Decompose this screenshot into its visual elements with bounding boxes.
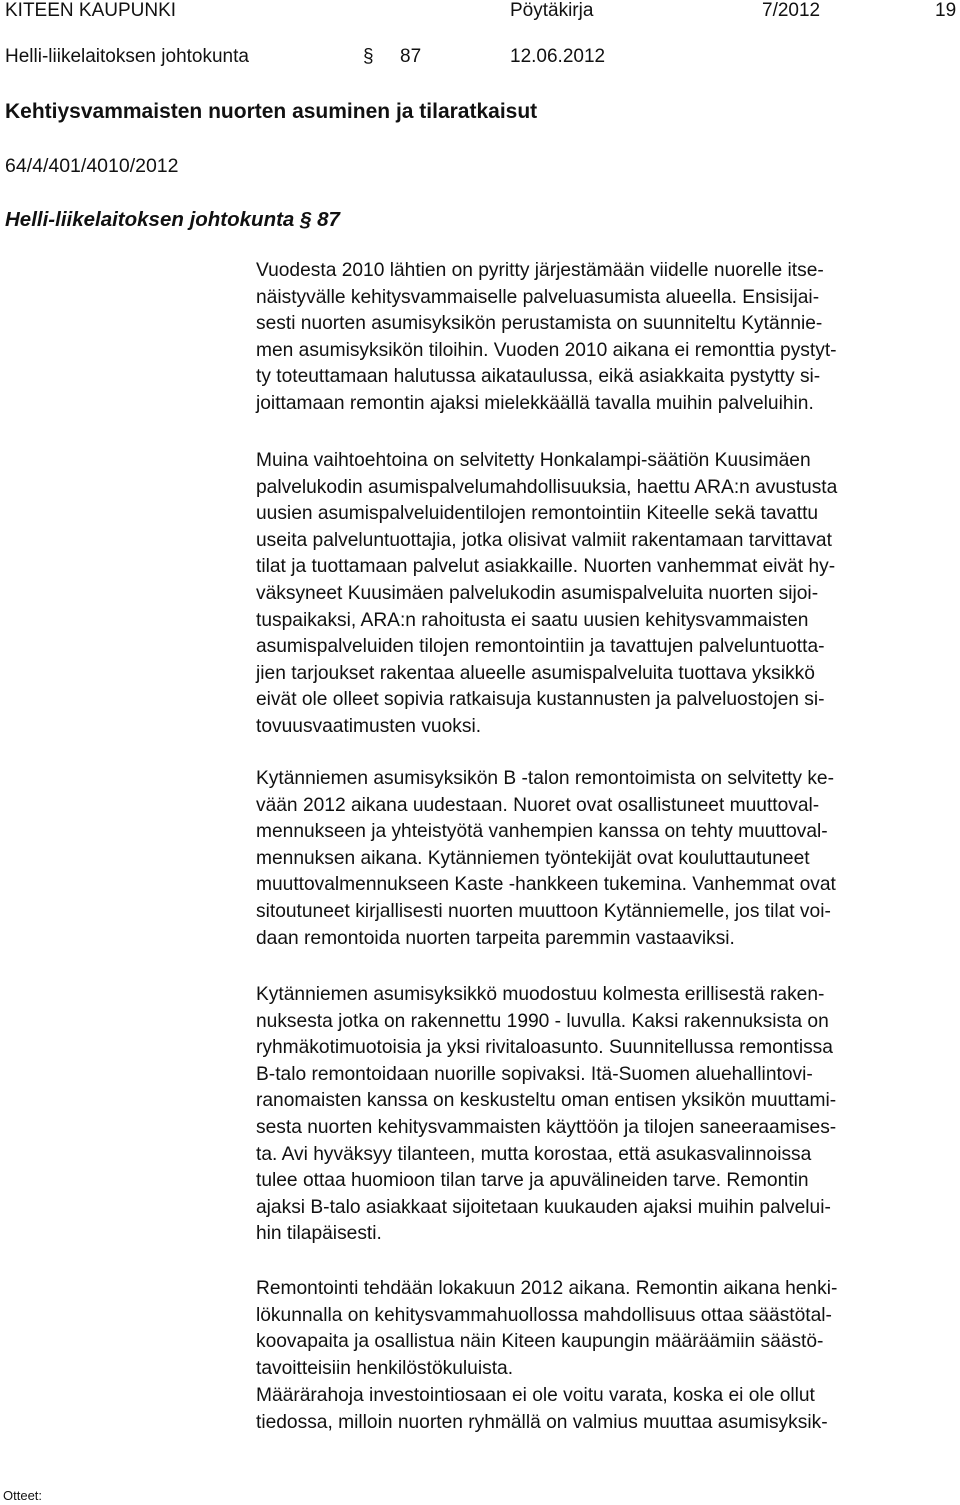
paragraph-line: men asumisyksikön tiloihin. Vuoden 2010 aikana ei remonttia pystyt- (256, 339, 837, 361)
body-paragraph-4 (256, 982, 956, 1248)
paragraph-line: Kytänniemen asumisyksikön B -talon remontoimista on selvitetty ke- (256, 768, 834, 789)
paragraph-line: vään 2012 aikana uudestaan. Nuoret ovat osallistuneet muuttoval- (256, 794, 820, 816)
paragraph-line: väksyneet Kuusimäen palvelukodin asumispalveluita nuorten sijoi- (256, 582, 819, 604)
paragraph-line: sesta nuorten kehitysvammaisten käyttöön ja tilojen saneeraamises- (256, 1116, 837, 1138)
paragraph-line: tuspaikaksi, ARA:n rahoitusta ei saatu uusien kehitysvammaisten (256, 609, 809, 631)
paragraph-line: ajaksi B-talo asiakkaat sijoitetaan kuukauden ajaksi muihin palvelui- (256, 1196, 831, 1218)
paragraph-line: ryhmäkotimuotoisia ja yksi rivitaloasunto. Suunnitellussa remontissa (256, 1037, 833, 1059)
paragraph-line: Määrärahoja investointiosaan ei ole voitu varata, koska ei ole ollut (256, 1385, 815, 1406)
paragraph-line: ty toteuttamaan halutussa aikataulussa, eikä asiakkaita pystytty si- (256, 366, 821, 388)
board-name: Helli-liikelaitoksen johtokunta (5, 46, 249, 67)
meeting-date: 12.06.2012 (510, 46, 606, 67)
paragraph-line: tiedossa, milloin nuorten ryhmällä on valmius muuttaa asumisyksik- (256, 1411, 828, 1433)
paragraph-line: mennuksen aikana. Kytänniemen työntekijät ovat kouluttautuneet (256, 847, 810, 869)
paragraph-line: hin tilapäisesti. (256, 1223, 382, 1245)
body-paragraph-3 (256, 766, 956, 952)
document-type: Pöytäkirja (510, 0, 594, 21)
section-sign: § (363, 46, 374, 67)
page-title: Kehtiysvammaisten nuorten asuminen ja tilaratkaisut (5, 100, 538, 123)
paragraph-line: mennukseen ja yhteistyötä vanhempien kanssa on tehty muuttoval- (256, 821, 828, 843)
section-heading: Helli-liikelaitoksen johtokunta § 87 (5, 208, 340, 231)
paragraph-line: ta. Avi hyväksyy tilanteen, mutta korostaa, että asukasvalinnoissa (256, 1143, 812, 1165)
paragraph-line: eivät ole olleet sopivia ratkaisuja kustannusten ja palveluostojen si- (256, 689, 825, 711)
paragraph-line: B-talo remontoidaan nuorille sopivaksi. Itä-Suomen aluehallintovi- (256, 1063, 813, 1085)
paragraph-line: nuksesta jotka on rakennettu 1990 - luvulla. Kaksi rakennuksista on (256, 1010, 829, 1032)
document-number: 7/2012 (762, 0, 821, 21)
paragraph-line: koovapaita ja osallistua näin Kiteen kaupungin määräämiin säästö- (256, 1331, 824, 1353)
paragraph-line: sesti nuorten asumisyksikön perustamista on suunniteltu Kytännie- (256, 313, 823, 335)
paragraph-line: tulee ottaa huomioon tilan tarve ja apuvälineiden tarve. Remontin (256, 1170, 809, 1192)
paragraph-line: useita palveluntuottajia, jotka olisivat valmiit rakentamaan tarvittavat (256, 529, 832, 551)
body-paragraph-1 (256, 258, 956, 418)
paragraph-line: asumispalveluiden tilojen remontointiin ja tavattujen palveluntuotta- (256, 636, 825, 658)
paragraph-line: Remontointi tehdään lokakuun 2012 aikana. Remontin aikana henki- (256, 1278, 838, 1299)
body-paragraph-2 (256, 448, 956, 741)
paragraph-line: daan remontoida nuorten tarpeita paremmin vastaaviksi. (256, 927, 735, 949)
body-paragraph-6 (256, 1383, 956, 1436)
body-paragraph-5 (256, 1276, 956, 1382)
paragraph-line: sitoutuneet kirjallisesti nuorten muuttoon Kytänniemelle, jos tilat voi- (256, 900, 831, 922)
page-number: 19 (935, 0, 957, 21)
paragraph-line: Kytänniemen asumisyksikkö muodostuu kolmesta erillisestä raken- (256, 984, 825, 1005)
paragraph-line: tovuusvaatimusten vuoksi. (256, 715, 482, 737)
footer-label: Otteet: (3, 1488, 43, 1503)
section-number: 87 (400, 46, 422, 67)
diary-number: 64/4/401/4010/2012 (5, 155, 179, 177)
paragraph-line: tilat ja tuottamaan palvelut asiakkaille. Nuorten vanhemmat eivät hy- (256, 556, 836, 578)
paragraph-line: Vuodesta 2010 lähtien on pyritty järjestämään viidelle nuorelle itse- (256, 260, 824, 281)
paragraph-line: muuttovalmennukseen Kaste -hankkeen tukemina. Vanhemmat ovat (256, 874, 836, 896)
paragraph-line: palvelukodin asumispalvelumahdollisuuksia, haettu ARA:n avustusta (256, 476, 838, 498)
paragraph-line: joittamaan remontin ajaksi mielekkäällä tavalla muihin palveluihin. (256, 392, 814, 414)
paragraph-line: Muina vaihtoehtoina on selvitetty Honkalampi-säätiön Kuusimäen (256, 450, 811, 471)
paragraph-line: ranomaisten kanssa on keskusteltu oman entisen yksikön muuttami- (256, 1090, 837, 1112)
paragraph-line: näistyvälle kehitysvammaiselle palveluasumista alueella. Ensisijai- (256, 286, 820, 308)
paragraph-line: uusien asumispalveluidentilojen remontointiin Kiteelle sekä tavattu (256, 503, 819, 525)
paragraph-line: jien tarjoukset rakentaa alueelle asumispalveluita tuottava yksikkö (256, 662, 815, 684)
paragraph-line: lökunnalla on kehitysvammahuollossa mahdollisuus ottaa säästötal- (256, 1304, 832, 1326)
paragraph-line: tavoitteisiin henkilöstökuluista. (256, 1357, 514, 1379)
organization-name: KITEEN KAUPUNKI (5, 0, 177, 21)
